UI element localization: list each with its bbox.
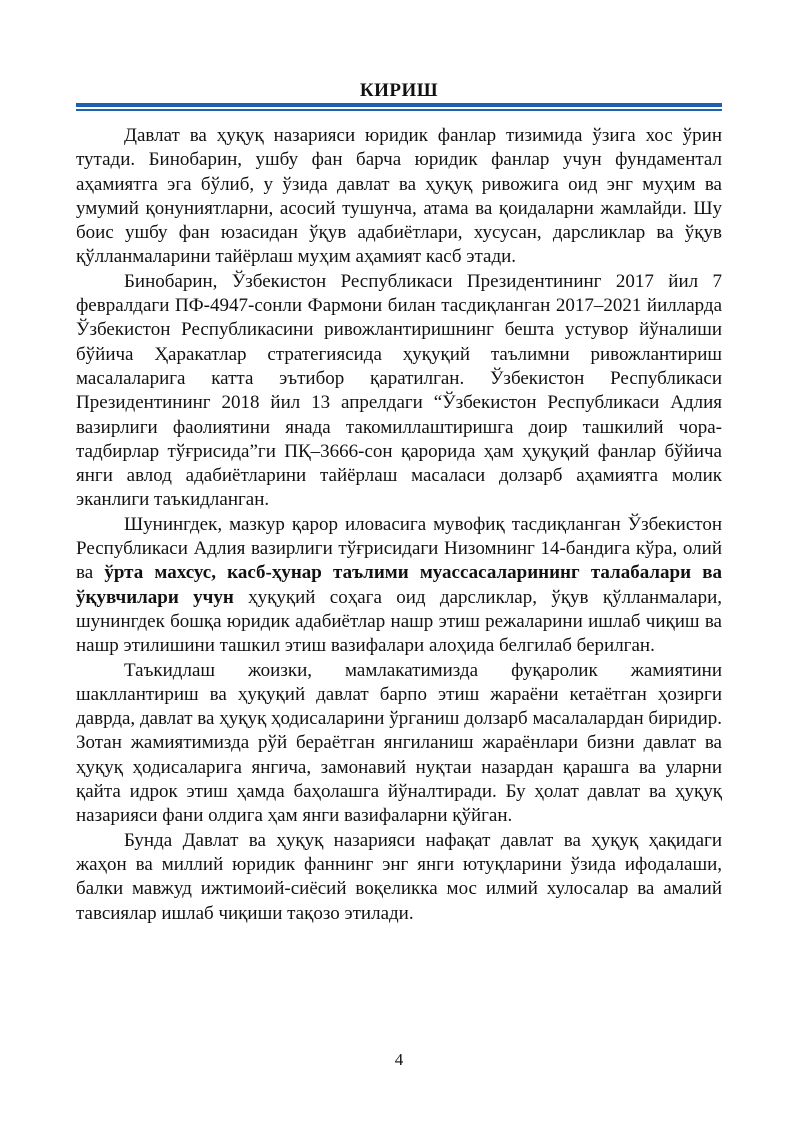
paragraph-1: Давлат ва ҳуқуқ назарияси юридик фанлар тизимида ўзига хос ўрин тутади. Бинобарин, ушбу фан барча юридик фанлар учун фундаментал аҳамиятга эга бўлиб, у ўзида давлат ва ҳуқуқ ривожига оид энг муҳим ва умумий қонуниятларни, асосий тушунча, атама ва қоидаларни жамлайди. Шу боис ушбу фан юзасидан ўқув адабиётлари, хусусан, дарсликлар ва ўқув қўлланмаларини тайёрлаш муҳим аҳамият касб этади.: [76, 125, 722, 268]
paragraph-3-bold-text: ўрта махсус, касб-ҳунар таълими муассасаларининг талабалари ва ўқувчилари учун: [76, 562, 723, 608]
paragraph-3: [76, 513, 722, 659]
paragraph-4: Таъкидлаш жоизки, мамлакатимизда фуқаролик жамиятини шакллантириш ва ҳуқуқий давлат барпо этиш жараёни кетаётган ҳозирги даврда, давлат ва ҳуқуқ ҳодисаларини ўрганиш долзарб масалалардан биридир. Зотан жамиятимизда рўй бераётган янгиланиш жараёнлари бизни давлат ва ҳуқуқ ҳодисаларига янгича, замонавий нуқтаи назардан қарашга ва уларни қайта идрок этиш ҳамда баҳолашга йўналтиради. Бу ҳолат давлат ва ҳуқуқ назарияси фани олдига ҳам янги вазифаларни қўйган.: [76, 659, 722, 827]
paragraph-2: Бинобарин, Ўзбекистон Республикаси Президентининг 2017 йил 7 февралдаги ПФ-4947-сонли Фармони билан тасдиқланган 2017–2021 йилларда Ўзбекистон Республикасини ривожлантиришнинг бешта устувор йўналиши бўйича Ҳаракатлар стратегиясида ҳуқуқий таълимни ривожлантириш масалаларига катта эътибор қаратилган. Ўзбекистон Республикаси Президентининг 2018 йил 13 апрелдаги “Ўзбекистон Республикаси Адлия вазирлиги фаолиятини янада такомиллаштиришга доир ташкилий чора-тадбирлар тўғрисида”ги ПҚ–3666-сон қарорида ҳам ҳуқуқий фанлар бўйича янги авлод адабиётларини тайёрлаш масаласи долзарб аҳамиятга молик эканлиги таъкидланган.: [76, 270, 722, 511]
paragraph-3-text-after: ҳуқуқий соҳага оид дарсликлар, ўқув қўлланмалари, шунингдек бошқа юридик адабиётлар нашр этиш режаларини ишлаб чиқиш ва нашр этилишини ташкил этиш вазифалари алоҳида белгилаб берилган.: [76, 586, 722, 657]
paragraph-3-text-before: Шунингдек, мазкур қарор иловасига мувофиқ тасдиқланган Ўзбекистон Республикаси Адлия вазирлиги тўғрисидаги Низомнинг 14-бандига кўра, олий ва: [76, 513, 722, 584]
heading-rule-thick: [76, 103, 722, 107]
paragraph-5: Бунда Давлат ва ҳуқуқ назарияси нафақат давлат ва ҳуқуқ ҳақидаги жаҳон ва миллий юридик фаннинг энг янги ютуқларини ўзида ифодалаши, балки мавжуд ижтимоий-сиёсий воқеликка мос илмий хулосалар ва амалий тавсиялар ишлаб чиқиши тақозо этилади.: [76, 829, 722, 924]
page-number: 4: [394, 1050, 404, 1069]
page-heading: КИРИШ: [359, 80, 439, 101]
heading-rule-thin: [76, 109, 722, 111]
body-text: [76, 124, 722, 926]
